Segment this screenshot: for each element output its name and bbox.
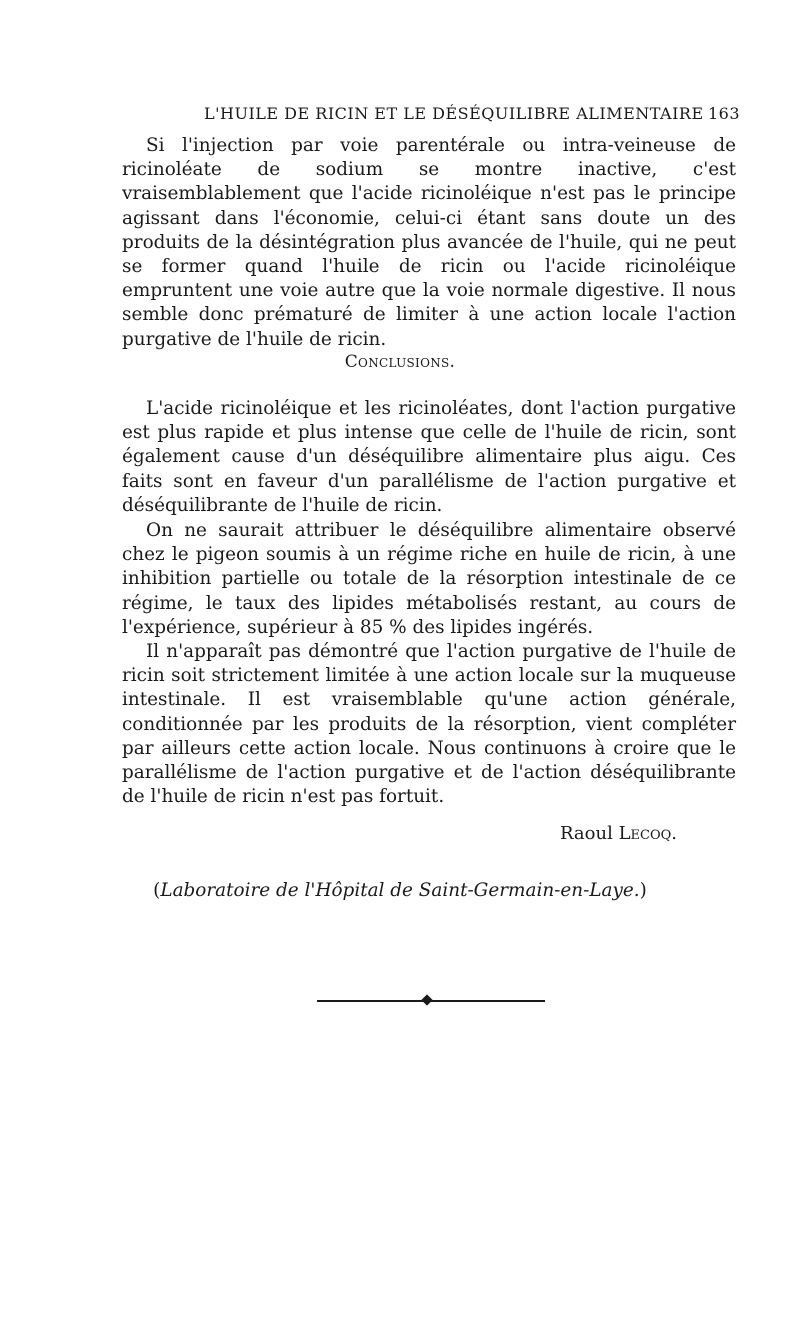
author-surname: Lecoq.: [618, 823, 677, 844]
body-paragraph: Si l'injection par voie parentérale ou intra-veineuse de ricinoléate de sodium se montre inactive, c'est vraisemblablement que l'acide ricinoléique n'est pas le principe agissant dans l'économie, celui-ci étant sans doute un des produits de la désintégration plus avancée de l'huile, qui ne peut se former quand l'huile de ricin ou l'acide ricinoléique empruntent une voie autre que la voie normale digestive. Il nous semble donc prématuré de limiter à une action locale l'action purgative de l'huile de ricin.: [122, 135, 736, 350]
body-paragraph: On ne saurait attribuer le déséquilibre alimentaire observé chez le pigeon soumis à un régime riche en huile de ricin, à une inhibition partielle ou totale de la résorption intestinale de ce régime, le taux des lipides métabolisés restant, au cours de l'expérience, supérieur à 85 % des lipides ingérés.: [122, 520, 736, 638]
author-first-name: Raoul: [559, 823, 613, 844]
end-ornament: [317, 993, 545, 1009]
page-number: 163: [707, 104, 740, 123]
running-title: L'HUILE DE RICIN ET LE DÉSÉQUILIBRE ALIMENTAIRE: [204, 104, 704, 123]
affiliation-text: Laboratoire de l'Hôpital de Saint-Germain-en-Laye.: [160, 880, 640, 901]
body-paragraph: Il n'apparaît pas démontré que l'action purgative de l'huile de ricin soit strictement limitée à une action locale sur la muqueuse intestinale. Il est vraisemblable qu'une action générale, conditionnée par les produits de la résorption, vient compléter par ailleurs cette action locale. Nous continuons à croire que le parallélisme de l'action purgative et de l'action déséquilibrante de l'huile de ricin n'est pas fortuit.: [122, 641, 736, 808]
affiliation-line: [0, 880, 800, 901]
author-signature: [560, 823, 677, 844]
section-heading: Conclusions.: [344, 352, 456, 372]
running-header: [120, 98, 740, 128]
body-paragraph: L'acide ricinoléique et les ricinoléates, dont l'action purgative est plus rapide et plus intense que celle de l'huile de ricin, sont également cause d'un déséquilibre alimentaire plus aigu. Ces faits sont en faveur d'un parallélisme de l'action purgative et déséquilibrante de l'huile de ricin.: [122, 398, 736, 516]
affiliation-open-paren: (: [153, 880, 161, 901]
diamond-icon: [421, 994, 432, 1005]
affiliation-close-paren: ): [639, 880, 647, 901]
